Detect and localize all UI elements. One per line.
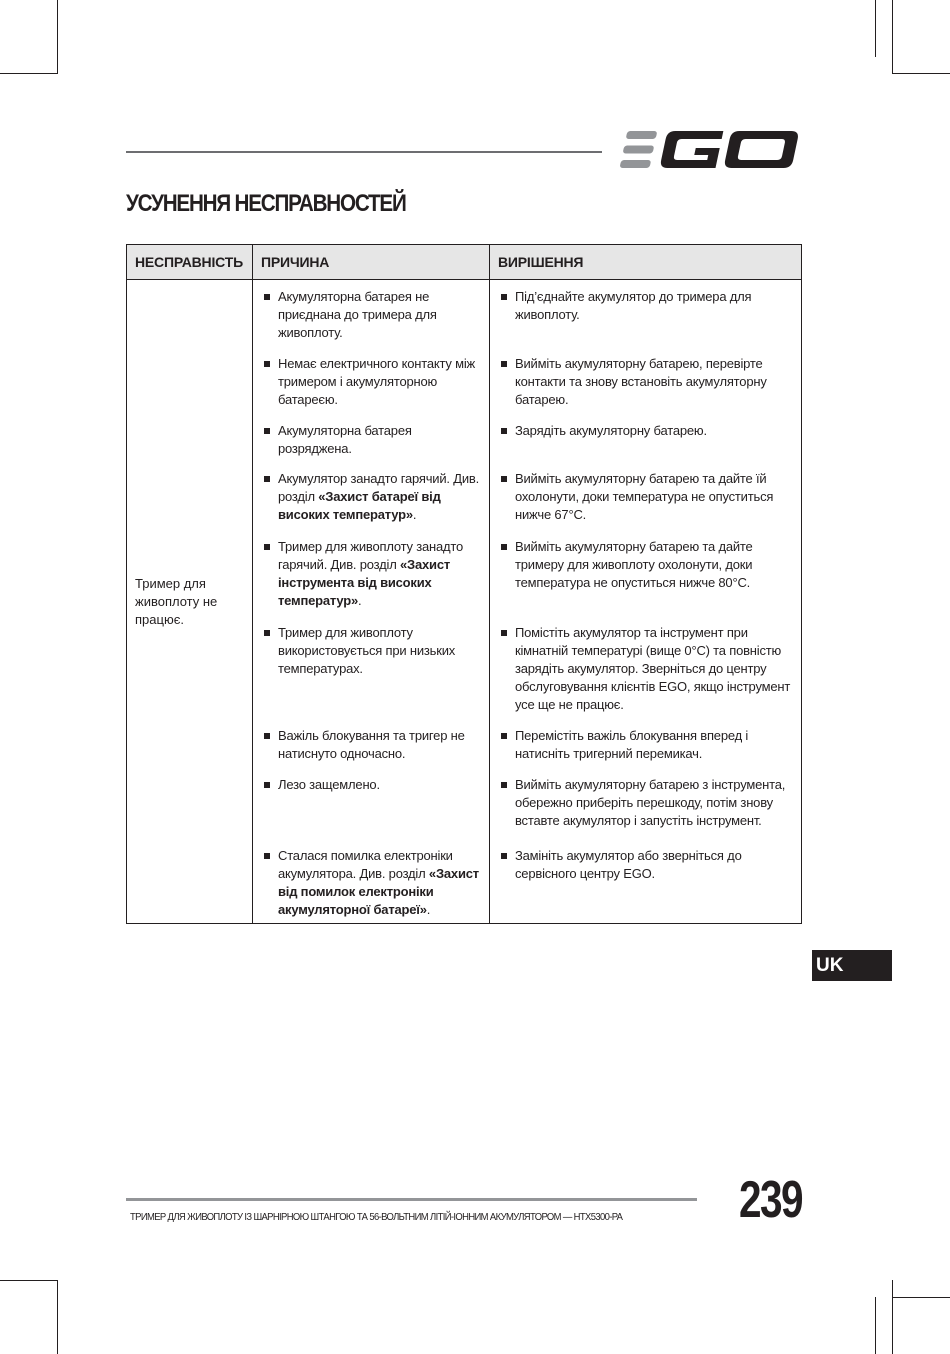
header-rule: [126, 151, 602, 153]
solution-item: Вийміть акумуляторну батарею з інструмента, обережно приберіть перешкоду, потім знову вставте акумулятор і запустіть інструмент.: [500, 776, 791, 847]
solution-cell: [490, 280, 802, 924]
solution-item: Перемістіть важіль блокування вперед і натисніть тригерний перемикач.: [500, 727, 791, 776]
solution-item: Під’єднайте акумулятор до тримера для живоплоту.: [500, 288, 791, 355]
crop-mark: [892, 1280, 893, 1354]
crop-mark: [0, 73, 58, 74]
header-problem: НЕСПРАВНІСТЬ: [127, 245, 253, 280]
crop-mark: [57, 0, 58, 74]
header-solution: ВИРІШЕННЯ: [490, 245, 802, 280]
solution-item: Вийміть акумуляторну батарею та дайте тримеру для живоплоту охолонути, доки температура не опуститься нижче 80°C.: [500, 538, 791, 624]
crop-mark: [0, 1280, 58, 1281]
cause-item: Важіль блокування та тригер не натиснуто одночасно.: [263, 727, 479, 776]
table-header-row: [127, 245, 802, 280]
footer-rule: [126, 1198, 697, 1201]
crop-mark: [892, 1297, 950, 1298]
solution-item: Помістіть акумулятор та інструмент при кімнатній температурі (вище 0°C) та повністю зарядіть акумулятор. Зверніться до центру обслуговування клієнтів EGO, якщо інструмент усе ще не працює.: [500, 624, 791, 727]
cause-item: Немає електричного контакту між тримером і акумуляторною батареєю.: [263, 355, 479, 422]
problem-text: Тример для живоплоту не працює.: [135, 575, 218, 627]
cause-item: Акумуляторна батарея розряджена.: [263, 422, 479, 470]
solution-item: Вийміть акумуляторну батарею, перевірте контакти та знову встановіть акумуляторну батарею.: [500, 355, 791, 422]
header-cause: ПРИЧИНА: [253, 245, 490, 280]
table-row: [127, 280, 802, 924]
crop-mark: [892, 73, 950, 74]
page-number: 239: [739, 1171, 802, 1229]
page-title: УСУНЕННЯ НЕСПРАВНОСТЕЙ: [126, 190, 406, 217]
cause-item: Тример для живоплоту занадто гарячий. Див. розділ «Захист інструмента від високих температур».: [263, 538, 479, 624]
crop-mark: [875, 1297, 876, 1354]
solution-item: Зарядіть акумуляторну батарею.: [500, 422, 791, 470]
crop-mark: [57, 1280, 58, 1354]
cause-item: Тример для живоплоту використовується при низьких температурах.: [263, 624, 479, 727]
footer-text: ТРИМЕР ДЛЯ ЖИВОПЛОТУ ІЗ ШАРНІРНОЮ ШТАНГОЮ ТА 56-ВОЛЬТНИМ ЛІТІЙ-ІОННИМ АКУМУЛЯТОРОМ — HTX5300-PA: [130, 1211, 623, 1223]
problem-cell: [127, 280, 253, 924]
cause-item: Лезо защемлено.: [263, 776, 479, 847]
cause-item: Акумуляторна батарея не приєднана до тримера для живоплоту.: [263, 288, 479, 355]
crop-mark: [892, 0, 893, 74]
crop-mark: [875, 0, 876, 57]
solution-item: Вийміть акумуляторну батарею та дайте їй охолонути, доки температура не опуститься нижче 67°C.: [500, 470, 791, 538]
cause-item: Акумулятор занадто гарячий. Див. розділ «Захист батареї від високих температур».: [263, 470, 479, 538]
ego-logo: [616, 128, 800, 172]
solution-item: Замініть акумулятор або зверніться до сервісного центру EGO.: [500, 847, 791, 921]
troubleshooting-table: [126, 244, 802, 924]
cause-item: Сталася помилка електроніки акумулятора. Див. розділ «Захист від помилок електроніки акумуляторної батареї».: [263, 847, 479, 921]
language-tab: UK: [812, 950, 892, 981]
cause-cell: [253, 280, 490, 924]
